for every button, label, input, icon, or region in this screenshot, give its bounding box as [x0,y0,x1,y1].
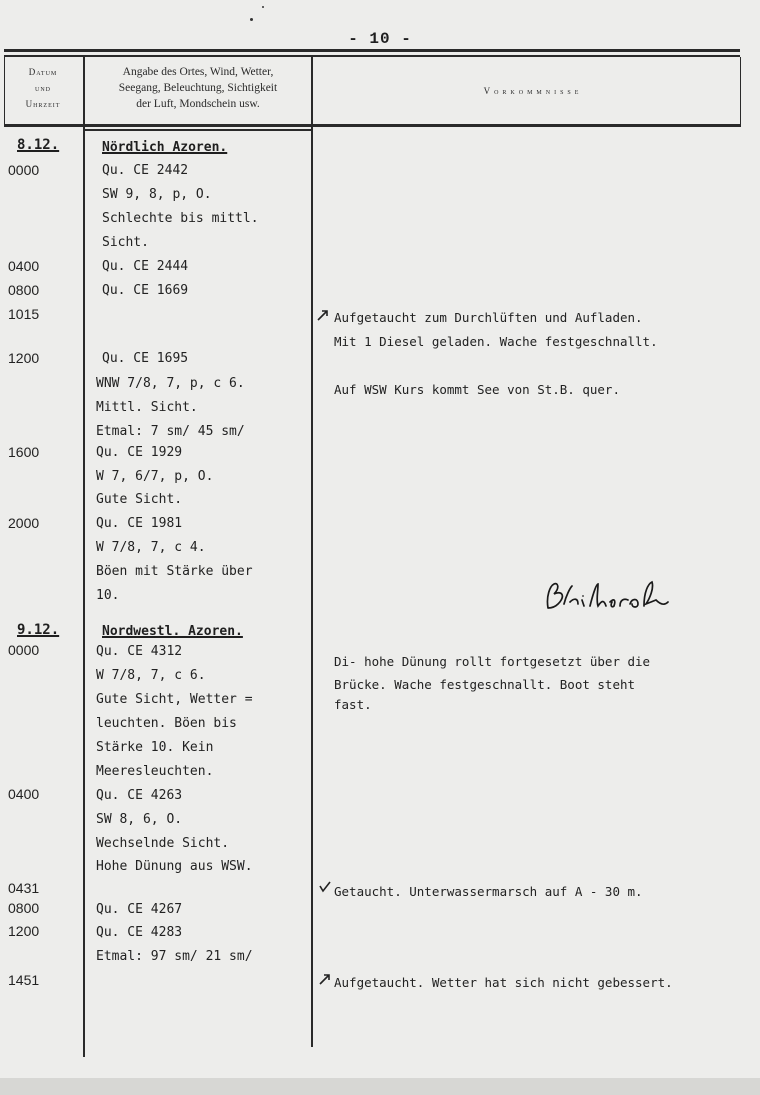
condition-line: Meeresleuchten. [96,764,214,779]
time-entry: 0431 [8,880,40,896]
condition-line: SW 8, 6, O. [96,812,183,827]
condition-line: Sicht. [102,235,149,250]
header-top-rule [4,49,740,52]
date-entry: 8.12. [17,137,60,153]
time-entry: 0400 [8,258,40,274]
condition-line: W 7, 6/7, p, O. [96,469,214,484]
condition-line: Qu. CE 1929 [96,445,183,460]
header-datum-line: Uhrzeit [25,99,61,109]
time-entry: 0800 [8,900,40,916]
condition-line: Qu. CE 4267 [96,902,183,917]
event-line: Auf WSW Kurs kommt See von St.B. quer. [334,382,620,397]
scan-speck [250,18,253,21]
arrow-mark-icon [318,972,332,986]
condition-line: Wechselnde Sicht. [96,836,230,851]
condition-line: Schlechte bis mittl. [102,211,259,226]
condition-line: Qu. CE 4283 [96,925,183,940]
event-line: Mit 1 Diesel geladen. Wache festgeschnallt. [334,334,658,349]
condition-line: Etmal: 7 sm/ 45 sm/ [96,424,245,439]
column-divider-2 [311,57,313,1047]
event-line: Getaucht. Unterwassermarsch auf A - 30 m. [334,884,643,899]
condition-line: Qu. CE 1695 [102,351,189,366]
bottom-edge [0,1078,760,1095]
event-line: fast. [334,697,372,712]
page-number: - 10 - [348,30,412,48]
header-datum [6,64,80,112]
header-datum-line: Datum [28,67,58,77]
time-entry: 0800 [8,282,40,298]
header-ort-line: der Luft, Mondschein usw. [136,98,260,110]
header-bottom-rule [4,124,740,127]
condition-line: leuchten. Böen bis [96,716,237,731]
condition-line: W 7/8, 7, c 4. [96,540,206,555]
location-heading: Nördlich Azoren. [102,140,228,155]
column-divider-1 [83,57,85,1057]
condition-line: Qu. CE 2442 [102,163,189,178]
condition-line: Qu. CE 4263 [96,788,183,803]
left-edge [4,57,5,127]
signature [540,578,690,623]
time-entry: 0000 [8,642,40,658]
arrow-mark-icon [316,308,330,322]
time-entry: 1451 [8,972,40,988]
header-ort-line: Angabe des Ortes, Wind, Wetter, [122,66,274,78]
event-line: Aufgetaucht. Wetter hat sich nicht gebessert. [334,975,673,990]
location-heading: Nordwestl. Azoren. [102,624,243,639]
event-line: Di- hohe Dünung rollt fortgesetzt über die [334,654,651,669]
header-vorkommnisse: Vorkommnisse [483,86,583,96]
header-ort-line: Seegang, Beleuchtung, Sichtigkeit [118,82,278,94]
condition-line: Qu. CE 4312 [96,644,183,659]
time-entry: 1600 [8,444,40,460]
column-top-rule [84,129,312,131]
event-line: Aufgetaucht zum Durchlüften und Aufladen. [334,310,643,325]
time-entry: 1200 [8,923,40,939]
condition-line: Qu. CE 1981 [96,516,183,531]
condition-line: Qu. CE 1669 [102,283,189,298]
condition-line: WNW 7/8, 7, p, c 6. [96,376,245,391]
condition-line: Qu. CE 2444 [102,259,189,274]
time-entry: 0400 [8,786,40,802]
header-datum-line: und [35,83,51,93]
header-location-weather [86,64,310,112]
condition-line: Etmal: 97 sm/ 21 sm/ [96,949,253,964]
time-entry: 1015 [8,306,40,322]
time-entry: 1200 [8,350,40,366]
condition-line: Böen mit Stärke über [96,564,253,579]
condition-line: W 7/8, 7, c 6. [96,668,206,683]
condition-line: Gute Sicht, Wetter = [96,692,253,707]
condition-line: 10. [96,588,120,603]
check-mark-icon [318,880,332,894]
condition-line: Gute Sicht. [96,492,183,507]
condition-line: Mittl. Sicht. [96,400,198,415]
condition-line: SW 9, 8, p, O. [102,187,212,202]
event-line: Brücke. Wache festgeschnallt. Boot steht [334,677,636,692]
condition-line: Stärke 10. Kein [96,740,214,755]
scan-speck [262,6,264,8]
time-entry: 0000 [8,162,40,178]
date-entry: 9.12. [17,622,60,638]
time-entry: 2000 [8,515,40,531]
header-top-rule-2 [4,55,740,57]
condition-line: Hohe Dünung aus WSW. [96,859,253,874]
